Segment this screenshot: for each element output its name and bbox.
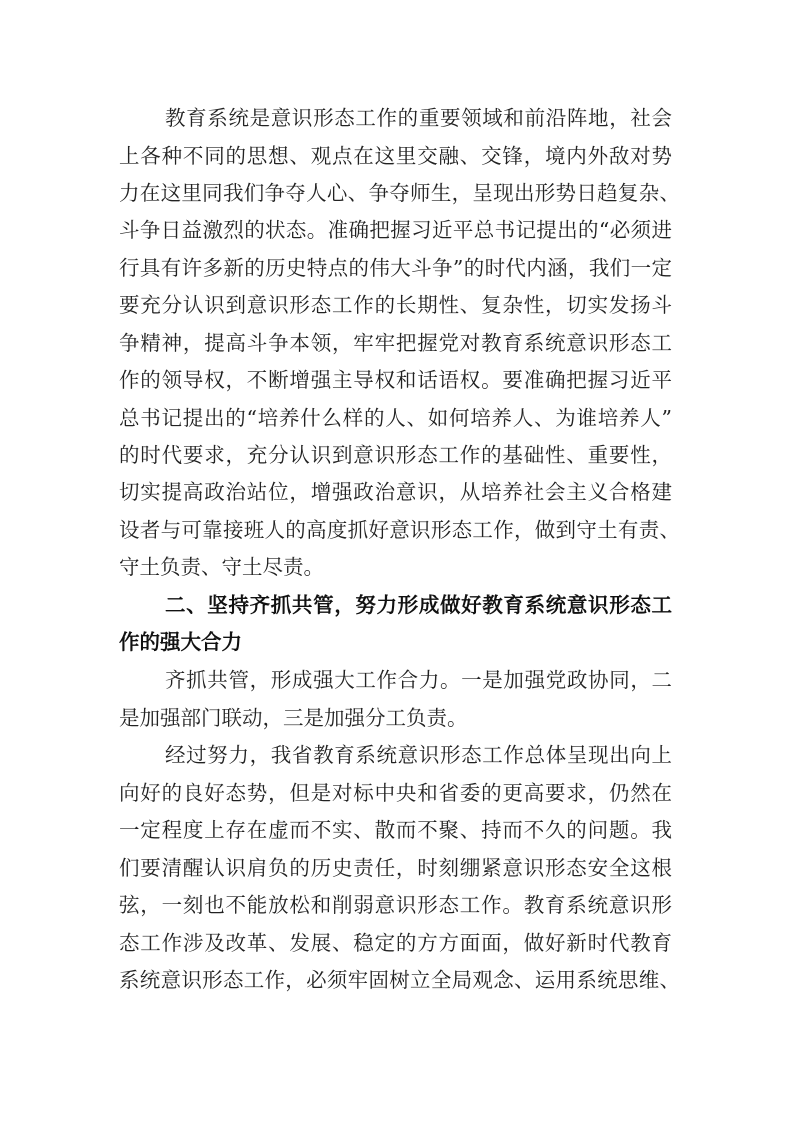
text-line: 齐抓共管，形成强大工作合力。一是加强党政协同，二 xyxy=(165,668,672,692)
text-line: 作的领导权，不断增强主导权和话语权。要准确把握习近平 xyxy=(119,368,672,392)
text-line: 是加强部门联动，三是加强分工负责。 xyxy=(119,706,468,730)
text-line: 态工作涉及改革、发展、稳定的方方面面，做好新时代教育 xyxy=(119,931,672,955)
text-line: 守土负责、守土尽责。 xyxy=(119,555,324,579)
text-line: 一定程度上存在虚而不实、散而不聚、持而不久的问题。我 xyxy=(119,818,672,842)
text-line: 设者与可靠接班人的高度抓好意识形态工作，做到守土有责、 xyxy=(119,518,680,542)
text-line: 的时代要求，充分认识到意识形态工作的基础性、重要性， xyxy=(119,443,672,467)
text-line: 争精神，提高斗争本领，牢牢把握党对教育系统意识形态工 xyxy=(119,331,672,355)
text-line: 教育系统是意识形态工作的重要领域和前沿阵地，社会 xyxy=(165,106,672,130)
text-line: 行具有许多新的历史特点的伟大斗争”的时代内涵，我们一定 xyxy=(119,256,672,280)
text-line: 向好的良好态势，但是对标中央和省委的更高要求，仍然在 xyxy=(119,781,672,805)
text-line: 上各种不同的思想、观点在这里交融、交锋，境内外敌对势 xyxy=(119,144,672,168)
text-line: 弦，一刻也不能放松和削弱意识形态工作。教育系统意识形 xyxy=(119,893,672,917)
text-line: 切实提高政治站位，增强政治意识，从培养社会主义合格建 xyxy=(119,480,672,504)
text-line: 们要清醒认识肩负的历史责任，时刻绷紧意识形态安全这根 xyxy=(119,856,672,880)
text-line: 总书记提出的“培养什么样的人、如何培养人、为谁培养人” xyxy=(119,406,672,430)
text-line: 要充分认识到意识形态工作的长期性、复杂性，切实发扬斗 xyxy=(119,293,672,317)
text-line: 经过努力，我省教育系统意识形态工作总体呈现出向上 xyxy=(165,743,672,767)
text-line: 力在这里同我们争夺人心、争夺师生，呈现出形势日趋复杂、 xyxy=(119,181,680,205)
heading-line: 作的强大合力 xyxy=(119,630,242,654)
text-line: 斗争日益激烈的状态。准确把握习近平总书记提出的“必须进 xyxy=(119,218,672,242)
heading-line: 二、坚持齐抓共管，努力形成做好教育系统意识形态工 xyxy=(165,593,672,617)
text-line: 系统意识形态工作，必须牢固树立全局观念、运用系统思维、 xyxy=(119,968,680,992)
